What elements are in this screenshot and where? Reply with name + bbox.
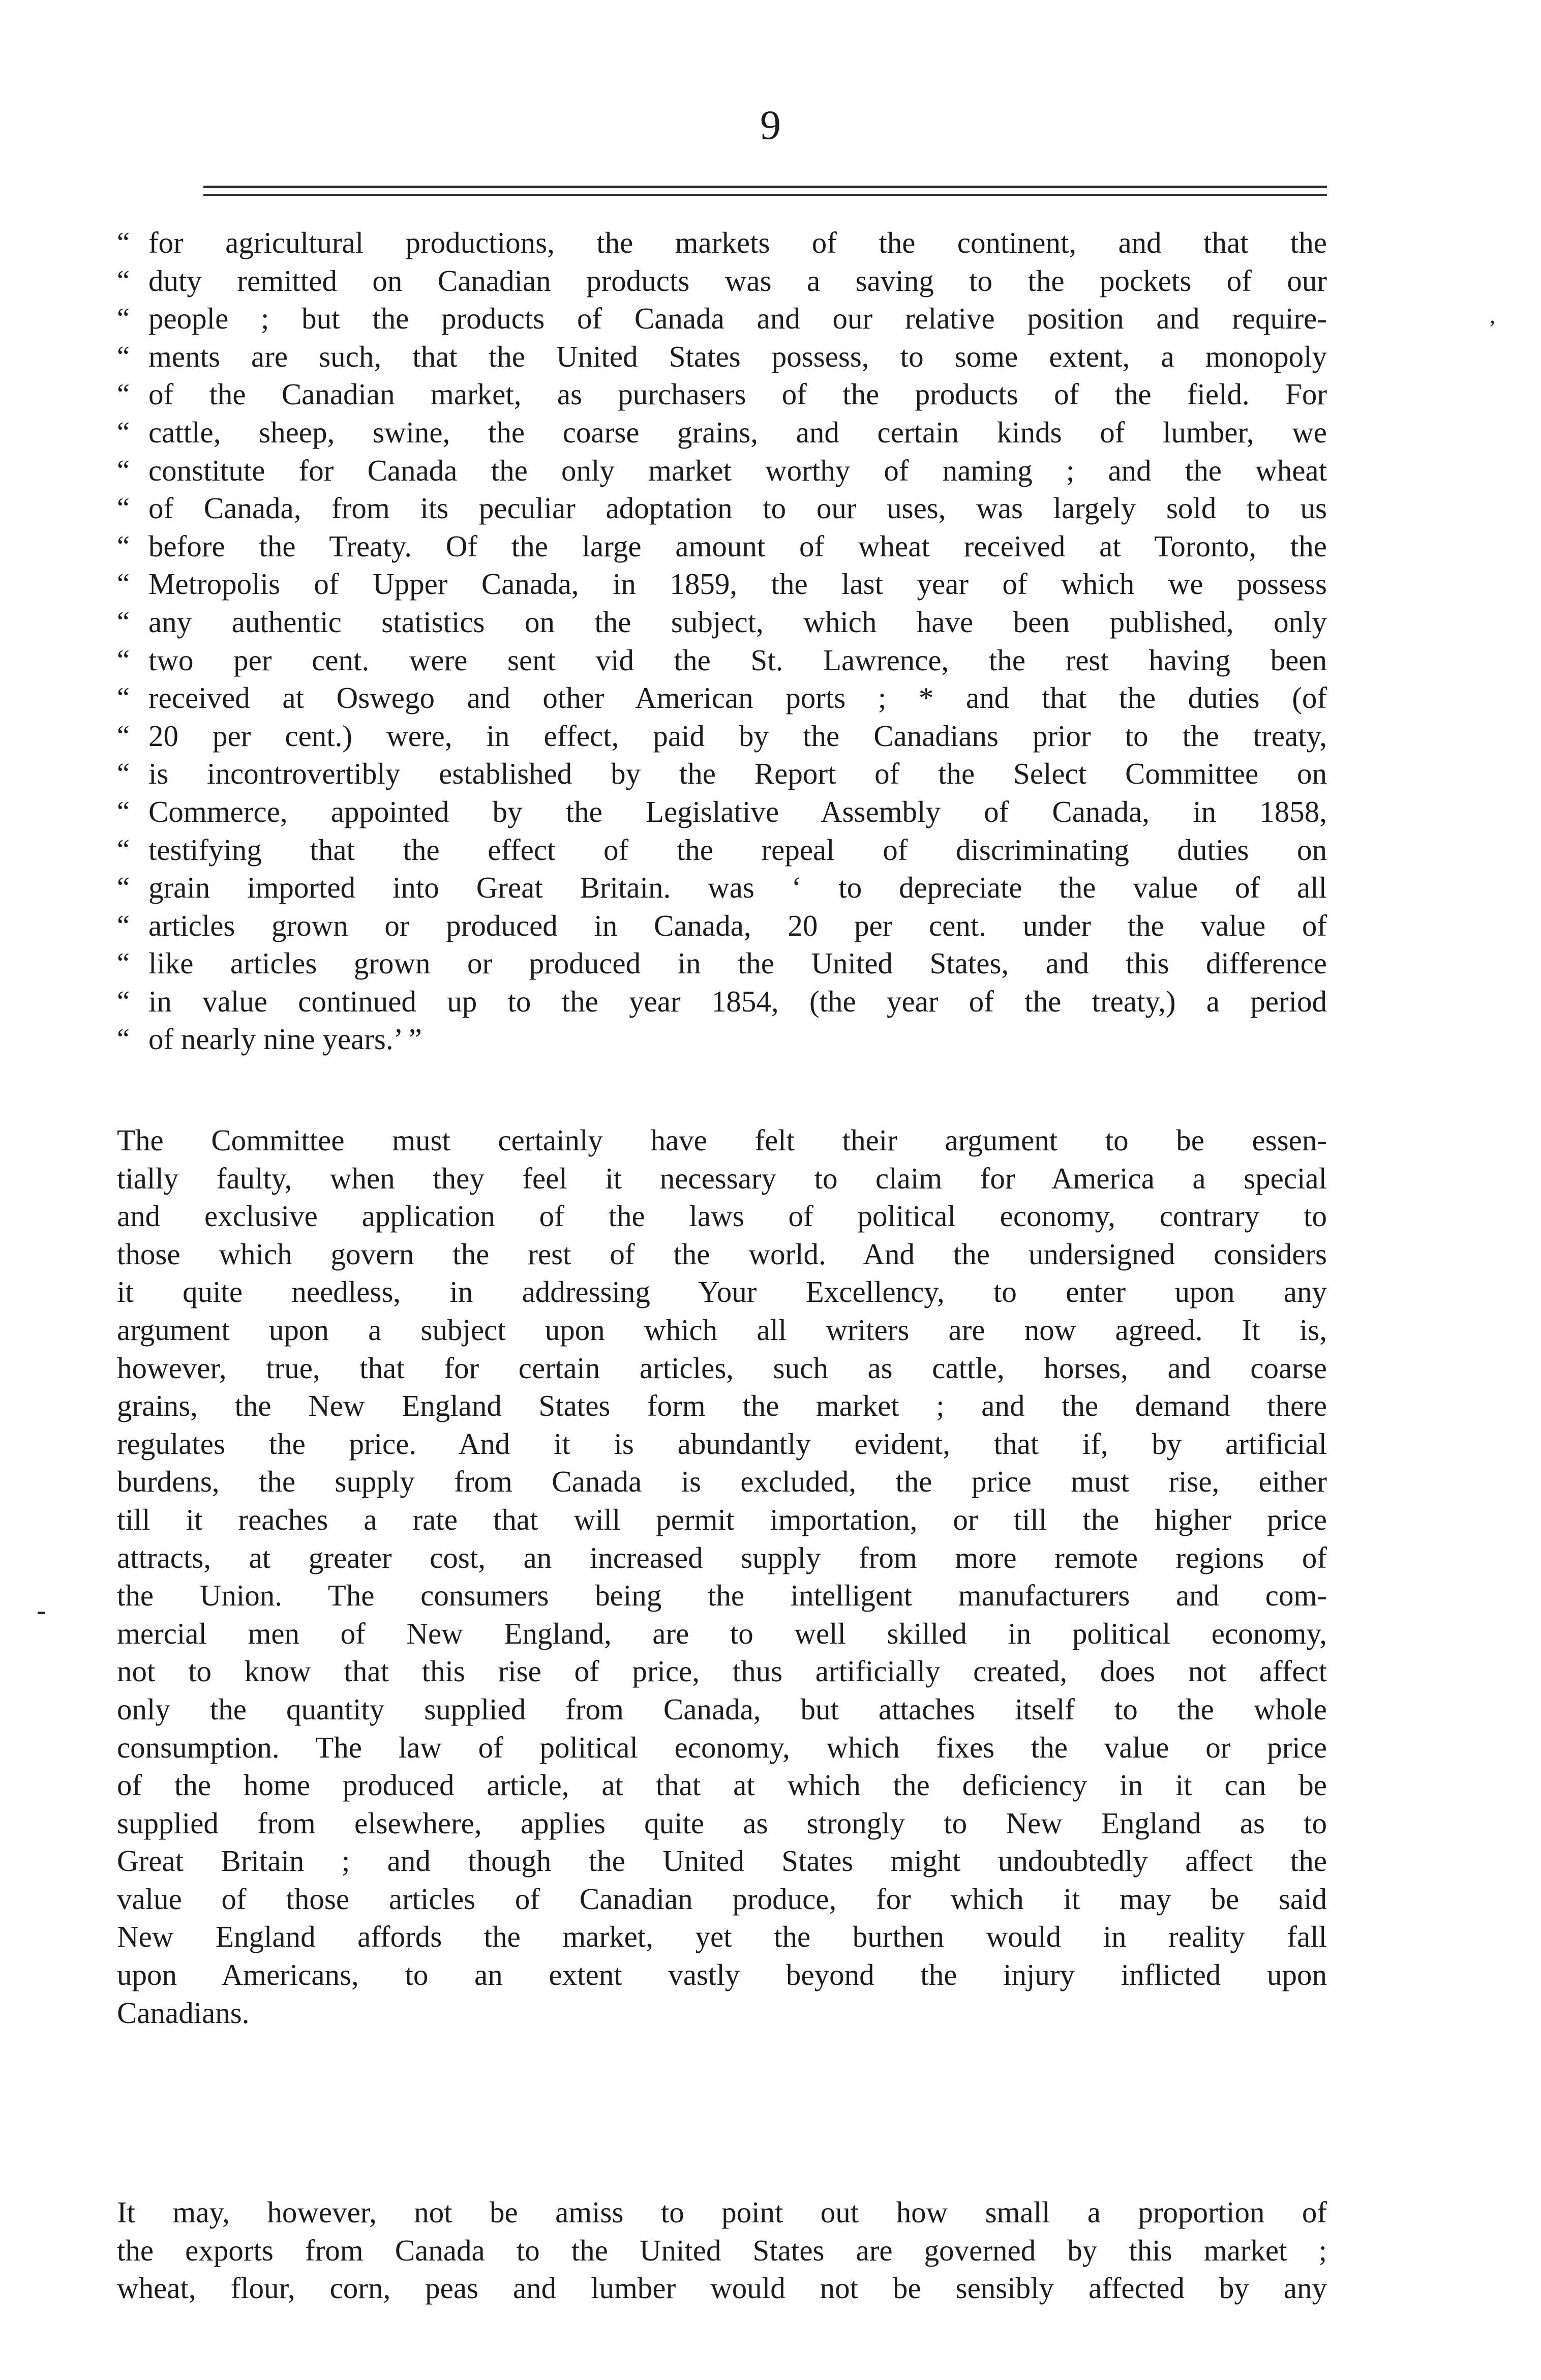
quote-mark: “ <box>117 378 130 410</box>
quoted-passage <box>117 224 1327 1058</box>
text-line: not to know that this rise of price, thus artificially created, does not affect <box>117 1654 1327 1688</box>
quote-line-text: of Canada, from its peculiar adoptation to our uses, was largely sold to us <box>148 491 1327 525</box>
quote-line <box>117 944 1327 983</box>
text-line: grains, the New England States form the market ; and the demand there <box>117 1389 1327 1423</box>
quote-mark: “ <box>117 1023 130 1055</box>
quote-line <box>117 1020 1327 1058</box>
quote-line-text: people ; but the products of Canada and our relative position and require- <box>148 302 1327 336</box>
quote-mark: “ <box>117 682 130 714</box>
quote-line <box>117 489 1327 527</box>
paragraph <box>117 1121 1327 2032</box>
header-rule-thick <box>203 186 1327 188</box>
text-line: tially faulty, when they feel it necessary to claim for America a special <box>117 1161 1327 1195</box>
quote-line <box>117 641 1327 679</box>
quote-line-text: 20 per cent.) were, in effect, paid by the Canadians prior to the treaty, <box>148 719 1327 753</box>
quote-mark: “ <box>117 834 130 866</box>
text-line: the Union. The consumers being the intelligent manufacturers and com- <box>117 1579 1327 1613</box>
quote-line-text: in value continued up to the year 1854, (the year of the treaty,) a period <box>148 984 1327 1018</box>
quote-mark: “ <box>117 947 130 979</box>
quote-line <box>117 717 1327 755</box>
text-line: those which govern the rest of the world. And the undersigned considers <box>117 1237 1327 1271</box>
quote-mark: “ <box>117 227 130 258</box>
quote-mark: “ <box>117 264 130 296</box>
quote-line-text: any authentic statistics on the subject, which have been published, only <box>148 605 1327 639</box>
quote-mark: “ <box>117 909 130 941</box>
quote-line <box>117 831 1327 869</box>
quote-line-text: grain imported into Great Britain. was ‘ to depreciate the value of all <box>148 871 1327 905</box>
quote-line-text: duty remitted on Canadian products was a saving to the pockets of our <box>148 263 1327 298</box>
text-line: of the home produced article, at that at which the deficiency in it can be <box>117 1768 1327 1802</box>
quote-line <box>117 565 1327 603</box>
quote-line-text: testifying that the effect of the repeal of discriminating duties on <box>148 832 1327 867</box>
text-line: It may, however, not be amiss to point out how small a proportion of <box>117 2195 1327 2229</box>
text-line: value of those articles of Canadian produce, for which it may be said <box>117 1882 1327 1916</box>
quote-line-text: like articles grown or produced in the United States, and this difference <box>148 946 1327 980</box>
quote-mark: “ <box>117 530 130 562</box>
quote-line <box>117 527 1327 566</box>
quote-line <box>117 262 1327 300</box>
quote-mark: “ <box>117 492 130 524</box>
quote-line-text: Metropolis of Upper Canada, in 1859, the last year of which we possess <box>148 567 1327 601</box>
quote-line <box>117 300 1327 338</box>
quote-line-text: of the Canadian market, as purchasers of the products of the field. For <box>148 377 1327 411</box>
quote-mark: “ <box>117 985 130 1017</box>
quote-mark: “ <box>117 720 130 752</box>
text-line: only the quantity supplied from Canada, but attaches itself to the whole <box>117 1692 1327 1726</box>
quote-mark: “ <box>117 303 130 335</box>
quote-line <box>117 338 1327 376</box>
quote-line <box>117 869 1327 907</box>
quote-line-text: Commerce, appointed by the Legislative Assembly of Canada, in 1858, <box>148 794 1327 828</box>
text-line: it quite needless, in addressing Your Excellency, to enter upon any <box>117 1275 1327 1309</box>
header-rule-thin <box>203 194 1327 196</box>
quote-line <box>117 452 1327 490</box>
quote-mark: “ <box>117 795 130 827</box>
text-line: attracts, at greater cost, an increased supply from more remote regions of <box>117 1540 1327 1574</box>
quote-line <box>117 755 1327 793</box>
quote-line-text: for agricultural productions, the markets of the continent, and that the <box>148 226 1327 259</box>
margin-mark: - <box>37 1595 46 1625</box>
quote-mark: “ <box>117 758 130 790</box>
text-line: wheat, flour, corn, peas and lumber would not be sensibly affected by any <box>117 2271 1327 2305</box>
text-line: however, true, that for certain articles, such as cattle, horses, and coarse <box>117 1351 1327 1385</box>
text-line: burdens, the supply from Canada is excluded, the price must rise, either <box>117 1465 1327 1499</box>
quote-line <box>117 375 1327 413</box>
quote-mark: “ <box>117 568 130 600</box>
text-line: and exclusive application of the laws of political economy, contrary to <box>117 1199 1327 1233</box>
text-line: upon Americans, to an extent vastly beyond the injury inflicted upon <box>117 1958 1327 1992</box>
text-line: Canadians. <box>117 1996 250 2030</box>
quote-line <box>117 603 1327 641</box>
quote-mark: “ <box>117 644 130 676</box>
quote-mark: “ <box>117 606 130 638</box>
text-line: consumption. The law of political economy, which fixes the value or price <box>117 1730 1327 1764</box>
text-line: argument upon a subject upon which all writers are now agreed. It is, <box>117 1313 1327 1347</box>
text-line: Great Britain ; and though the United States might undoubtedly affect the <box>117 1844 1327 1878</box>
text-line: the exports from Canada to the United States are governed by this market ; <box>117 2233 1327 2267</box>
quote-line-text: ments are such, that the United States possess, to some extent, a monopoly <box>148 339 1327 373</box>
quote-line-text: of nearly nine years.’ ” <box>148 1022 422 1056</box>
quote-mark: “ <box>117 340 130 372</box>
quote-line-text: constitute for Canada the only market worthy of naming ; and the wheat <box>148 453 1327 487</box>
quote-line-text: articles grown or produced in Canada, 20 per cent. under the value of <box>148 908 1327 942</box>
quote-line-text: received at Oswego and other American ports ; * and that the duties (of <box>148 681 1327 715</box>
quote-line-text: cattle, sheep, swine, the coarse grains, and certain kinds of lumber, we <box>148 415 1327 449</box>
quote-mark: “ <box>117 454 130 486</box>
page-number: 9 <box>760 102 781 148</box>
quote-line-text: two per cent. were sent vid the St. Lawrence, the rest having been <box>148 643 1327 677</box>
text-line: mercial men of New England, are to well skilled in political economy, <box>117 1616 1327 1650</box>
quote-line <box>117 907 1327 945</box>
quote-line <box>117 793 1327 831</box>
quote-line <box>117 224 1327 262</box>
quote-line-text: before the Treaty. Of the large amount of wheat received at Toronto, the <box>148 529 1327 563</box>
text-line: till it reaches a rate that will permit importation, or till the higher price <box>117 1502 1327 1536</box>
quote-mark: “ <box>117 872 130 904</box>
text-line: The Committee must certainly have felt their argument to be essen- <box>117 1123 1327 1157</box>
quote-line-text: is incontrovertibly established by the Report of the Select Committee on <box>148 757 1327 791</box>
quote-line <box>117 983 1327 1021</box>
quote-line <box>117 413 1327 452</box>
margin-mark: , <box>1490 303 1495 328</box>
paragraph <box>117 2193 1327 2307</box>
text-line: New England affords the market, yet the burthen would in reality fall <box>117 1920 1327 1954</box>
quote-mark: “ <box>117 416 130 448</box>
quote-line <box>117 679 1327 717</box>
text-line: supplied from elsewhere, applies quite as strongly to New England as to <box>117 1806 1327 1840</box>
text-line: regulates the price. And it is abundantly evident, that if, by artificial <box>117 1426 1327 1461</box>
